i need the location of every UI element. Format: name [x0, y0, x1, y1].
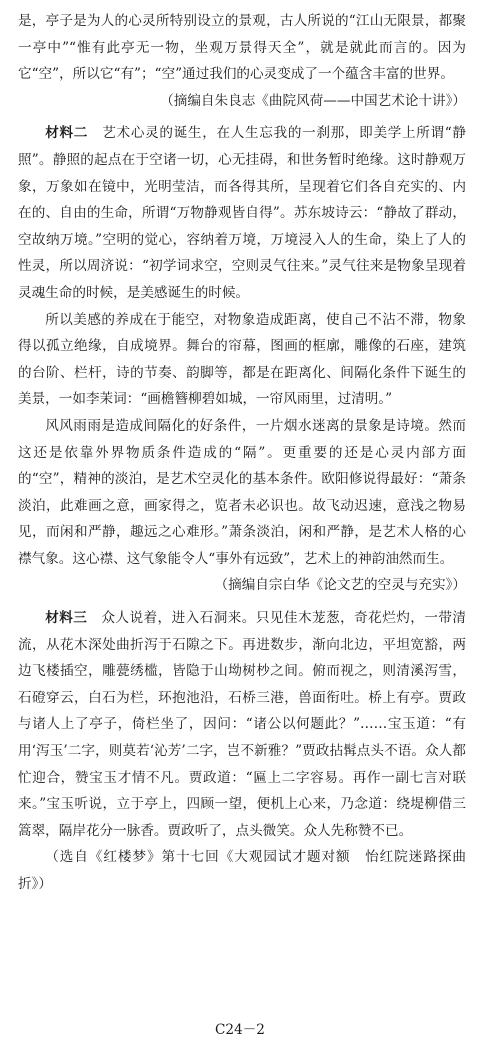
- intro-paragraph: 是，亭子是为人的心灵所特别设立的景观，古人所说的“江山无限景，都聚一亭中”“惟有此亭无一物，坐观万景得天全”，就是就此而言的。因为它“空”，所以它“有”；“空”通过我们的心灵变成了一个蕴含丰富的世界。: [18, 13, 466, 83]
- material-2-paragraph-1: [18, 120, 466, 306]
- material-3-label: 材料三: [45, 610, 88, 627]
- source-citation-1: （摘编自朱良志《曲院风荷——中国艺术论十讲》）: [160, 92, 466, 109]
- source-citation-3: （选自《红楼梦》第十七回《大观园试才题对额 怡红院迷路探曲折》）: [18, 849, 466, 892]
- page-number: C24－2: [215, 1022, 265, 1038]
- material-3-text-1: 众人说着，进入石洞来。只见佳木茏葱，奇花烂灼，一带清流，从花木深处曲折泻于石隙之下。再进数步，渐向北边，平坦宽豁，两边飞楼插空，雕甍绣槛，皆隐于山坳树杪之间。俯而视之，则清溪泻雪，石磴穿云，白石为栏，环抱池沿，石桥三港，兽面衔吐。桥上有亭。贾政与诸人上了亭子，倚栏坐了，因问：“诸公以何题此？”……宝玉道：“有用‘泻玉’二字，则莫若‘沁芳’二字，岂不新雅？”贾政拈髯点头不语。众人都忙迎合，赞宝玉才情不凡。贾政道：“匾上二字容易。再作一副七言对联来。”宝玉听说，立于亭上，四顾一望，便机上心来，乃念道：绕堤柳借三篙翠，隔岸花分一脉香。贾政听了，点头微笑。众人先称赞不已。: [18, 610, 467, 839]
- material-2-text-1: 艺术心灵的诞生，在人生忘我的一刹那，即美学上所谓“静照”。静照的起点在于空诸一切，心无挂碍，和世务暂时绝缘。这时静观万象，万象如在镜中，光明莹洁，而各得其所，呈现着它们各自充实的、内在的、自由的生命，所谓“万物静观皆自得”。苏东坡诗云：“静故了群动，空故纳万境。”空明的觉心，容纳着万境，万境浸入人的生命，染上了人的性灵，所以周济说：“初学词求空，空则灵气往来。”灵气往来是物象呈现着灵魂生命的时候，是美感诞生的时候。: [18, 125, 467, 301]
- material-2-label: 材料二: [45, 125, 89, 142]
- material-2-paragraph-3: 风风雨雨是造成间隔化的好条件，一片烟水迷离的景象是诗境。然而这还是依靠外界物质条件造成的“隔”。更重要的还是心灵内部方面的“空”，精神的淡泊，是艺术空灵化的基本条件。欧阳修说得最好：“萧条淡泊，此难画之意，画家得之，览者未必识也。故飞动迟速，意浅之物易见，而闲和严静，趣远之心难形。”萧条淡泊，闲和严静，是艺术人格的心襟气象。这心襟、这气象能令人“事外有远致”，艺术上的神韵油然而生。: [18, 417, 466, 567]
- page-content: [18, 8, 466, 898]
- material-2-paragraph-2: 所以美感的养成在于能空，对物象造成距离，使自己不沾不滞，物象得以孤立绝缘，自成境界。舞台的帘幕，图画的框廓，雕像的石座，建筑的台阶、栏杆，诗的节奏、韵脚等，都是在距离化、间隔化条件下诞生的美景，一如李茉词：“画檐簪柳碧如城，一帘风雨里，过清明。”: [18, 311, 466, 408]
- source-citation-2: （摘编自宗白华《论文艺的空灵与充实》）: [214, 577, 466, 594]
- material-3-paragraph-1: [18, 605, 466, 844]
